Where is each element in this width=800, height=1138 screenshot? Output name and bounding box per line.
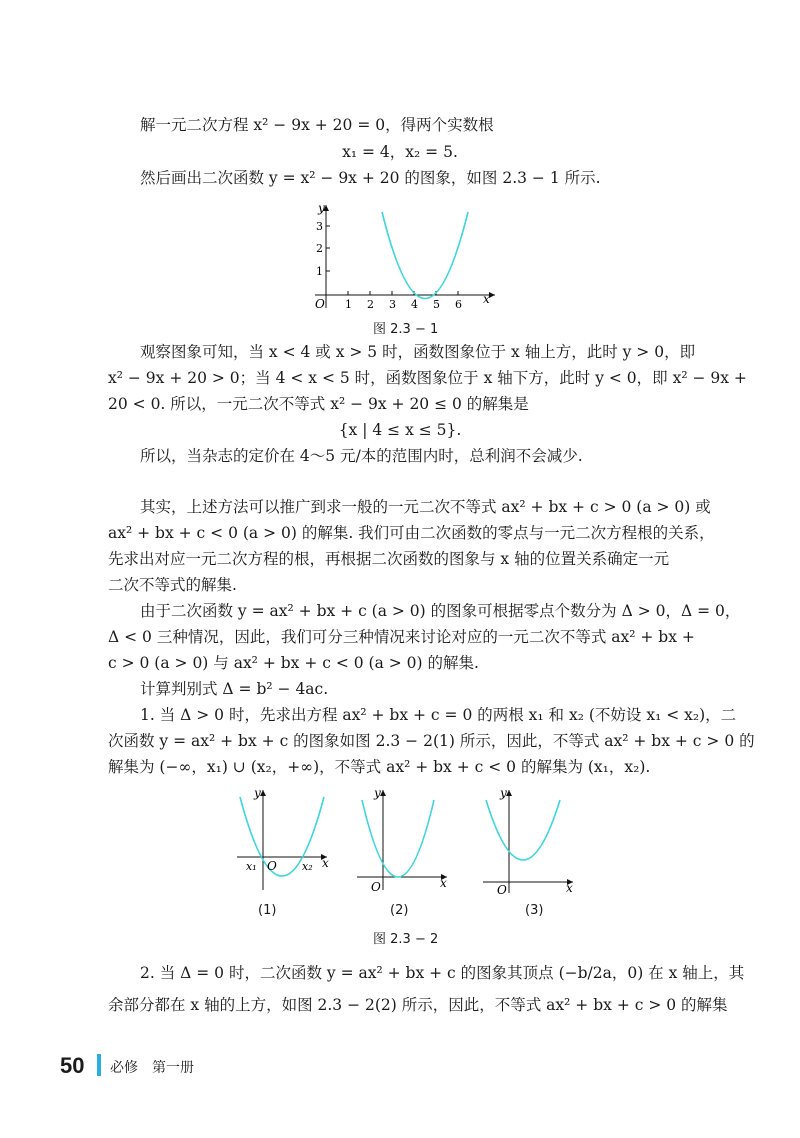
text-line: 次函数 y = ax² + bx + c 的图象如图 2.3 − 2(1) 所示，因此，不等式 ax² + bx + c > 0 的 [108, 732, 755, 750]
page-number: 50 [60, 1053, 85, 1078]
text-line: x² − 9x + 20 > 0；当 4 < x < 5 时，函数图象位于 x 轴下方，此时 y < 0，即 x² − 9x + [108, 369, 747, 387]
y-axis-label: y [374, 786, 381, 800]
origin-label: O [371, 880, 381, 894]
y-axis-label: y [500, 786, 507, 800]
text-line: 由于二次函数 y = ax² + bx + c (a > 0) 的图象可根据零点个数分为 Δ > 0，Δ = 0， [140, 602, 741, 620]
x-tick-label: 4 [411, 298, 418, 311]
x-axis-label: x [483, 292, 490, 306]
x-axis-label: x [322, 856, 329, 870]
figure-caption: 图 2.3 − 2 [373, 932, 439, 947]
text-line: 计算判别式 Δ = b² − 4ac. [140, 680, 329, 698]
y-tick-label: 1 [316, 265, 323, 278]
x-tick-label: 6 [455, 298, 462, 311]
parabola-curve [486, 800, 560, 860]
text-line: 解集为 (−∞，x₁) ∪ (x₂，+∞)，不等式 ax² + bx + c < 0 的解集为 (x₁，x₂). [108, 758, 651, 776]
figure-2-3-1 [305, 200, 505, 315]
text-line: 2. 当 Δ = 0 时，二次函数 y = ax² + bx + c 的图象其顶点 (−b/2a，0) 在 x 轴上，其 [140, 964, 745, 982]
figure-2-3-2-sub1 [232, 785, 337, 895]
subfigure-caption: (3) [525, 903, 544, 918]
x-axis-label: x [440, 876, 447, 890]
text-line: 然后画出二次函数 y = x² − 9x + 20 的图象，如图 2.3 − 1 所示. [140, 169, 601, 187]
text-line: 所以，当杂志的定价在 4～5 元/本的范围内时，总利润不会减少. [140, 447, 583, 465]
text-line: 余部分都在 x 轴的上方，如图 2.3 − 2(2) 所示，因此，不等式 ax² + bx + c > 0 的解集 [108, 996, 728, 1014]
x-axis-label: x [566, 881, 573, 895]
text-line: c > 0 (a > 0) 与 ax² + bx + c < 0 (a > 0) 的解集. [108, 654, 479, 672]
y-tick-label: 2 [316, 242, 323, 255]
text-line: Δ < 0 三种情况，因此，我们可分三种情况来讨论对应的一元二次不等式 ax² + bx + [108, 628, 695, 646]
text-line: x₁ = 4，x₂ = 5. [342, 143, 458, 161]
x-tick-label: 2 [367, 298, 374, 311]
x-tick-label: 1 [345, 298, 352, 311]
footer-accent-bar [97, 1054, 101, 1076]
text-line: 二次不等式的解集. [108, 576, 237, 594]
text-line: 观察图象可知，当 x < 4 或 x > 5 时，函数图象位于 x 轴上方，此时 y > 0，即 [140, 343, 696, 361]
parabola-curve [362, 800, 434, 877]
root-label-x1: x₁ [246, 860, 257, 873]
book-title: 必修 第一册 [110, 1060, 194, 1076]
figure-caption: 图 2.3 − 1 [373, 322, 439, 337]
text-line: 先求出对应一元二次方程的根，再根据二次函数的图象与 x 轴的位置关系确定一元 [108, 550, 670, 568]
origin-label: O [267, 859, 277, 873]
parabola-curve [382, 212, 468, 299]
y-axis-label: y [254, 786, 261, 800]
x-tick-label: 5 [433, 298, 440, 311]
text-line: 其实，上述方法可以推广到求一般的一元二次不等式 ax² + bx + c > 0 (a > 0) 或 [140, 498, 711, 516]
text-line: 解一元二次方程 x² − 9x + 20 = 0，得两个实数根 [140, 116, 494, 134]
x-tick-label: 3 [389, 298, 396, 311]
figure-2-3-2-sub3 [478, 785, 583, 895]
subfigure-caption: (1) [258, 903, 277, 918]
text-line: 20 < 0. 所以，一元二次不等式 x² − 9x + 20 ≤ 0 的解集是 [108, 395, 529, 413]
text-line: {x | 4 ≤ x ≤ 5}. [338, 421, 462, 439]
y-tick-label: 3 [316, 220, 323, 233]
text-line: ax² + bx + c < 0 (a > 0) 的解集. 我们可由二次函数的零点与一元二次方程根的关系， [108, 524, 715, 542]
figure-2-3-2-sub2 [352, 785, 457, 895]
text-line: 1. 当 Δ > 0 时，先求出方程 ax² + bx + c = 0 的两根 x₁ 和 x₂ (不妨设 x₁ < x₂)，二 [140, 706, 737, 724]
origin-label: O [497, 883, 507, 895]
y-axis-label: y [318, 201, 325, 215]
subfigure-caption: (2) [390, 903, 409, 918]
root-label-x2: x₂ [302, 860, 313, 873]
origin-label: O [315, 297, 325, 311]
